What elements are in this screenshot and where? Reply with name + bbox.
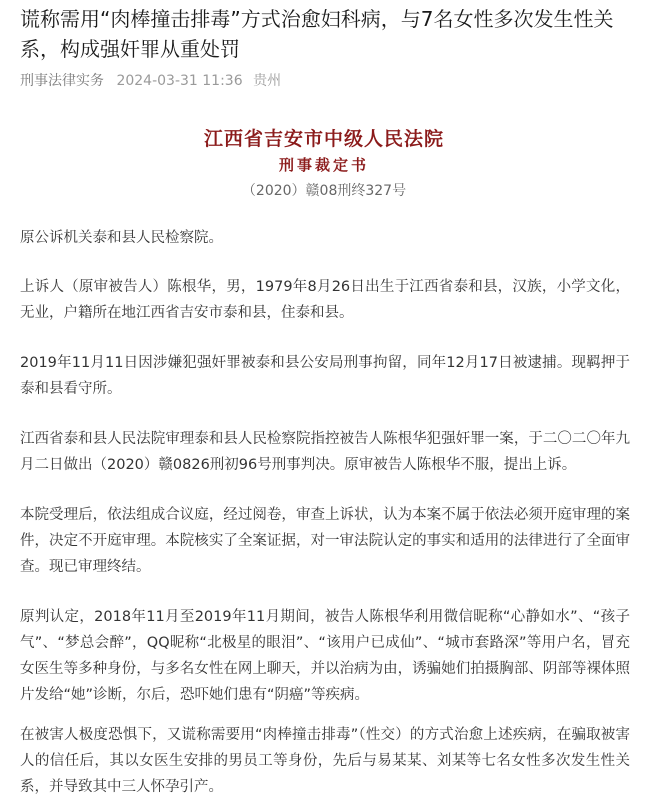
paragraph-findings: 原判认定，2018年11月至2019年11月期间，被告人陈根华利用微信昵称“心静如水”、“孩子气”、“梦总会醉”，QQ昵称“北极星的眼泪”、“该用户已成仙”、“城市套路深”等用户名，冒充女医生等多种身份，与多名女性在网上聊天，并以治病为由，诱骗她们拍摄胸部、阴部等裸体照片发给“她”诊断，尔后，恐吓她们患有“阴癌”等疾病。 bbox=[20, 609, 630, 703]
paragraph-facts-continued: 在被害人极度恐惧下，又谎称需要用“肉棒撞击排毒”（性交）的方式治愈上述疾病，在骗取被害人的信任后，其以女医生安排的男员工等身份，先后与易某某、刘某等七名女性多次发生性关系，并导致其中三人怀孕引产。 bbox=[20, 727, 630, 795]
article-meta bbox=[20, 70, 281, 90]
paragraph-detention: 2019年11月11日因涉嫌犯强奸罪被泰和县公安局刑事拘留，同年12月17日被逮捕。现羁押于泰和县看守所。 bbox=[20, 355, 630, 397]
case-number: （2020）赣08刑终327号 bbox=[241, 183, 407, 199]
paragraph-prosecutor: 原公诉机关泰和县人民检察院。 bbox=[20, 230, 223, 246]
paragraph-first-instance: 江西省泰和县人民法院审理泰和县人民检察院指控被告人陈根华犯强奸罪一案，于二〇二〇年九月二日做出（2020）赣0826刑初96号刑事判决。原审被告人陈根华不服，提出上诉。 bbox=[20, 431, 630, 473]
paragraph-review: 本院受理后，依法组成合议庭，经过阅卷，审查上诉状，认为本案不属于依法必须开庭审理的案件，决定不开庭审理。本院核实了全案证据，对一审法院认定的事实和适用的法律进行了全面审查。现已审理终结。 bbox=[20, 507, 630, 575]
publish-location: 贵州 bbox=[253, 73, 282, 89]
court-name: 江西省吉安市中级人民法院 bbox=[203, 128, 444, 150]
paragraph-appellant: 上诉人（原审被告人）陈根华，男，1979年8月26日出生于江西省泰和县，汉族，小学文化，无业，户籍所在地江西省吉安市泰和县，住泰和县。 bbox=[20, 279, 630, 321]
article-headline: 谎称需用“肉棒撞击排毒”方式治愈妇科病，与7名女性多次发生性关系，构成强奸罪从重处罚 bbox=[20, 7, 614, 61]
publish-datetime: 2024-03-31 11:36 bbox=[116, 73, 243, 89]
document-type: 刑事裁定书 bbox=[278, 156, 369, 174]
source-account-link[interactable]: 刑事法律实务 bbox=[20, 73, 104, 89]
